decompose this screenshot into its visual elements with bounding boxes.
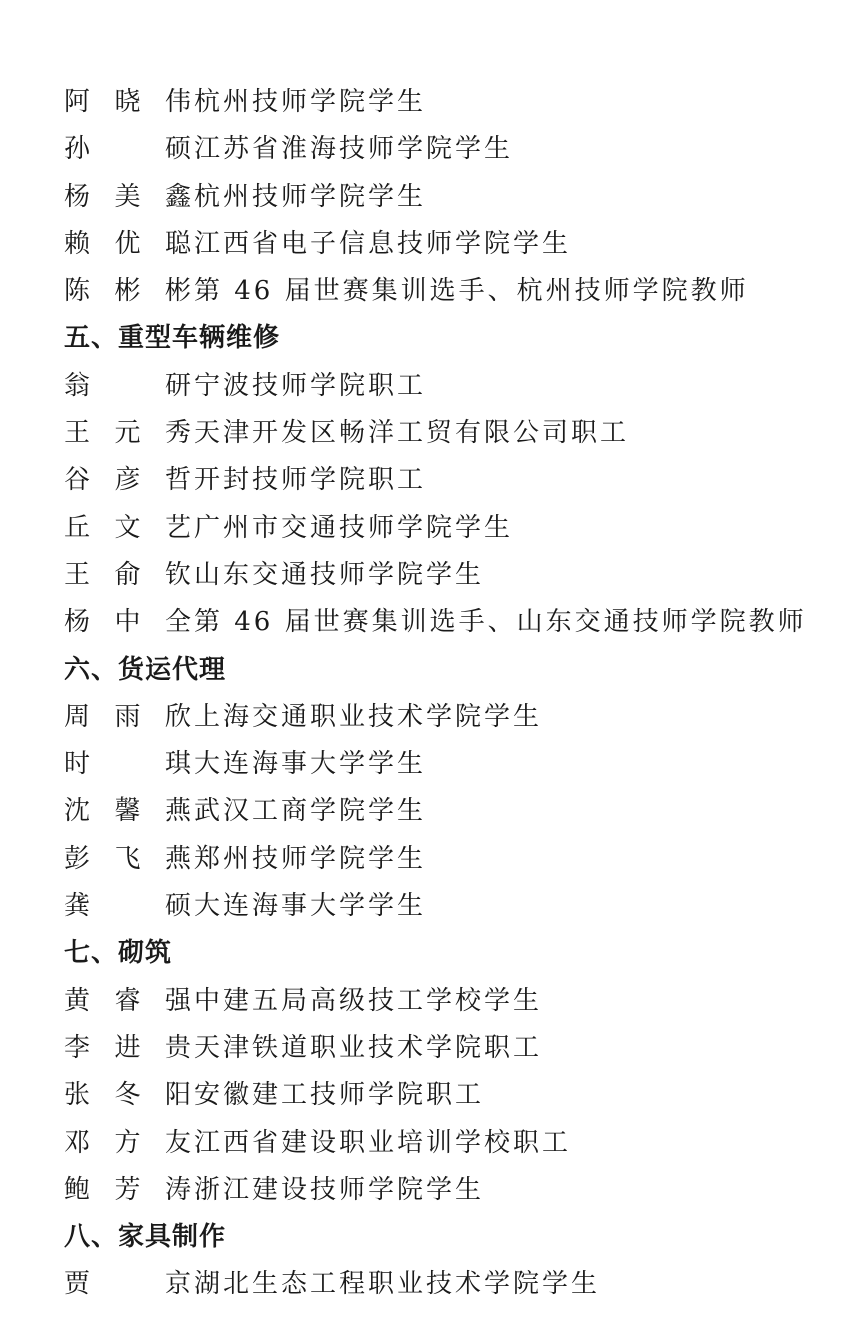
list-item xyxy=(64,126,854,173)
person-name: 孙 硕 xyxy=(64,134,194,165)
person-organization: 宁波技师学院职工 xyxy=(194,370,427,401)
list-item xyxy=(64,978,854,1025)
person-name: 李进贵 xyxy=(64,1032,194,1063)
list-item xyxy=(64,694,854,741)
person-name: 鲍芳涛 xyxy=(64,1174,194,1205)
person-organization: 上海交通职业技术学院学生 xyxy=(194,701,543,732)
person-organization: 天津铁道职业技术学院职工 xyxy=(194,1032,543,1063)
list-item xyxy=(64,1167,854,1214)
person-organization: 安徽建工技师学院职工 xyxy=(194,1080,485,1111)
person-organization: 第 46 届世赛集训选手、山东交通技师学院教师 xyxy=(194,607,807,638)
person-name: 杨中全 xyxy=(64,607,194,638)
list-item xyxy=(64,410,854,457)
person-organization: 江苏省淮海技师学院学生 xyxy=(194,134,514,165)
person-organization: 浙江建设技师学院学生 xyxy=(194,1174,485,1205)
person-organization: 中建五局高级技工学校学生 xyxy=(194,985,543,1016)
person-organization: 天津开发区畅洋工贸有限公司职工 xyxy=(194,418,630,449)
person-organization: 武汉工商学院学生 xyxy=(194,796,427,827)
person-name: 赖优聪 xyxy=(64,228,194,259)
section-heading: 六、货运代理 xyxy=(64,654,227,685)
person-organization: 杭州技师学院学生 xyxy=(194,87,427,117)
list-item xyxy=(64,79,854,126)
list-item xyxy=(64,883,854,930)
person-organization: 郑州技师学院学生 xyxy=(194,843,427,874)
person-name: 沈馨燕 xyxy=(64,796,194,827)
person-name: 谷彦哲 xyxy=(64,465,194,496)
list-item xyxy=(64,788,854,835)
list-item xyxy=(64,174,854,221)
person-organization: 第 46 届世赛集训选手、杭州技师学院教师 xyxy=(194,276,749,307)
person-organization: 杭州技师学院学生 xyxy=(194,181,427,212)
person-name: 邓方友 xyxy=(64,1127,194,1158)
list-item xyxy=(64,363,854,410)
person-organization: 开封技师学院职工 xyxy=(194,465,427,496)
list-item xyxy=(64,1120,854,1167)
list-item xyxy=(64,1072,854,1119)
person-organization: 江西省电子信息技师学院学生 xyxy=(194,228,572,259)
person-organization: 江西省建设职业培训学校职工 xyxy=(194,1127,572,1158)
person-name: 周雨欣 xyxy=(64,701,194,732)
person-organization: 大连海事大学学生 xyxy=(194,891,427,922)
person-name: 龚 硕 xyxy=(64,891,194,922)
list-item xyxy=(64,505,854,552)
person-organization: 大连海事大学学生 xyxy=(194,749,427,780)
person-name: 贾 京 xyxy=(64,1269,194,1300)
section-heading: 七、砌筑 xyxy=(64,938,173,969)
person-name: 彭飞燕 xyxy=(64,843,194,874)
list-item xyxy=(64,1025,854,1072)
document-body xyxy=(64,79,854,1309)
section-heading: 五、重型车辆维修 xyxy=(64,323,281,354)
person-name: 时 琪 xyxy=(64,749,194,780)
list-item xyxy=(64,599,854,646)
list-item xyxy=(64,268,854,315)
list-item xyxy=(64,552,854,599)
person-name: 阿晓伟 xyxy=(64,87,194,117)
person-organization: 山东交通技师学院学生 xyxy=(194,559,485,590)
list-item xyxy=(64,741,854,788)
list-item xyxy=(64,836,854,883)
person-name: 杨美鑫 xyxy=(64,181,194,212)
person-name: 王元秀 xyxy=(64,418,194,449)
person-organization: 湖北生态工程职业技术学院学生 xyxy=(194,1269,601,1300)
person-name: 黄睿强 xyxy=(64,985,194,1016)
person-name: 丘文艺 xyxy=(64,512,194,543)
list-item xyxy=(64,457,854,504)
list-item xyxy=(64,1261,854,1308)
list-item xyxy=(64,221,854,268)
section-heading: 八、家具制作 xyxy=(64,1222,227,1253)
person-name: 张冬阳 xyxy=(64,1080,194,1111)
person-name: 翁 研 xyxy=(64,370,194,401)
person-organization: 广州市交通技师学院学生 xyxy=(194,512,514,543)
person-name: 陈彬彬 xyxy=(64,276,194,307)
person-name: 王俞钦 xyxy=(64,559,194,590)
